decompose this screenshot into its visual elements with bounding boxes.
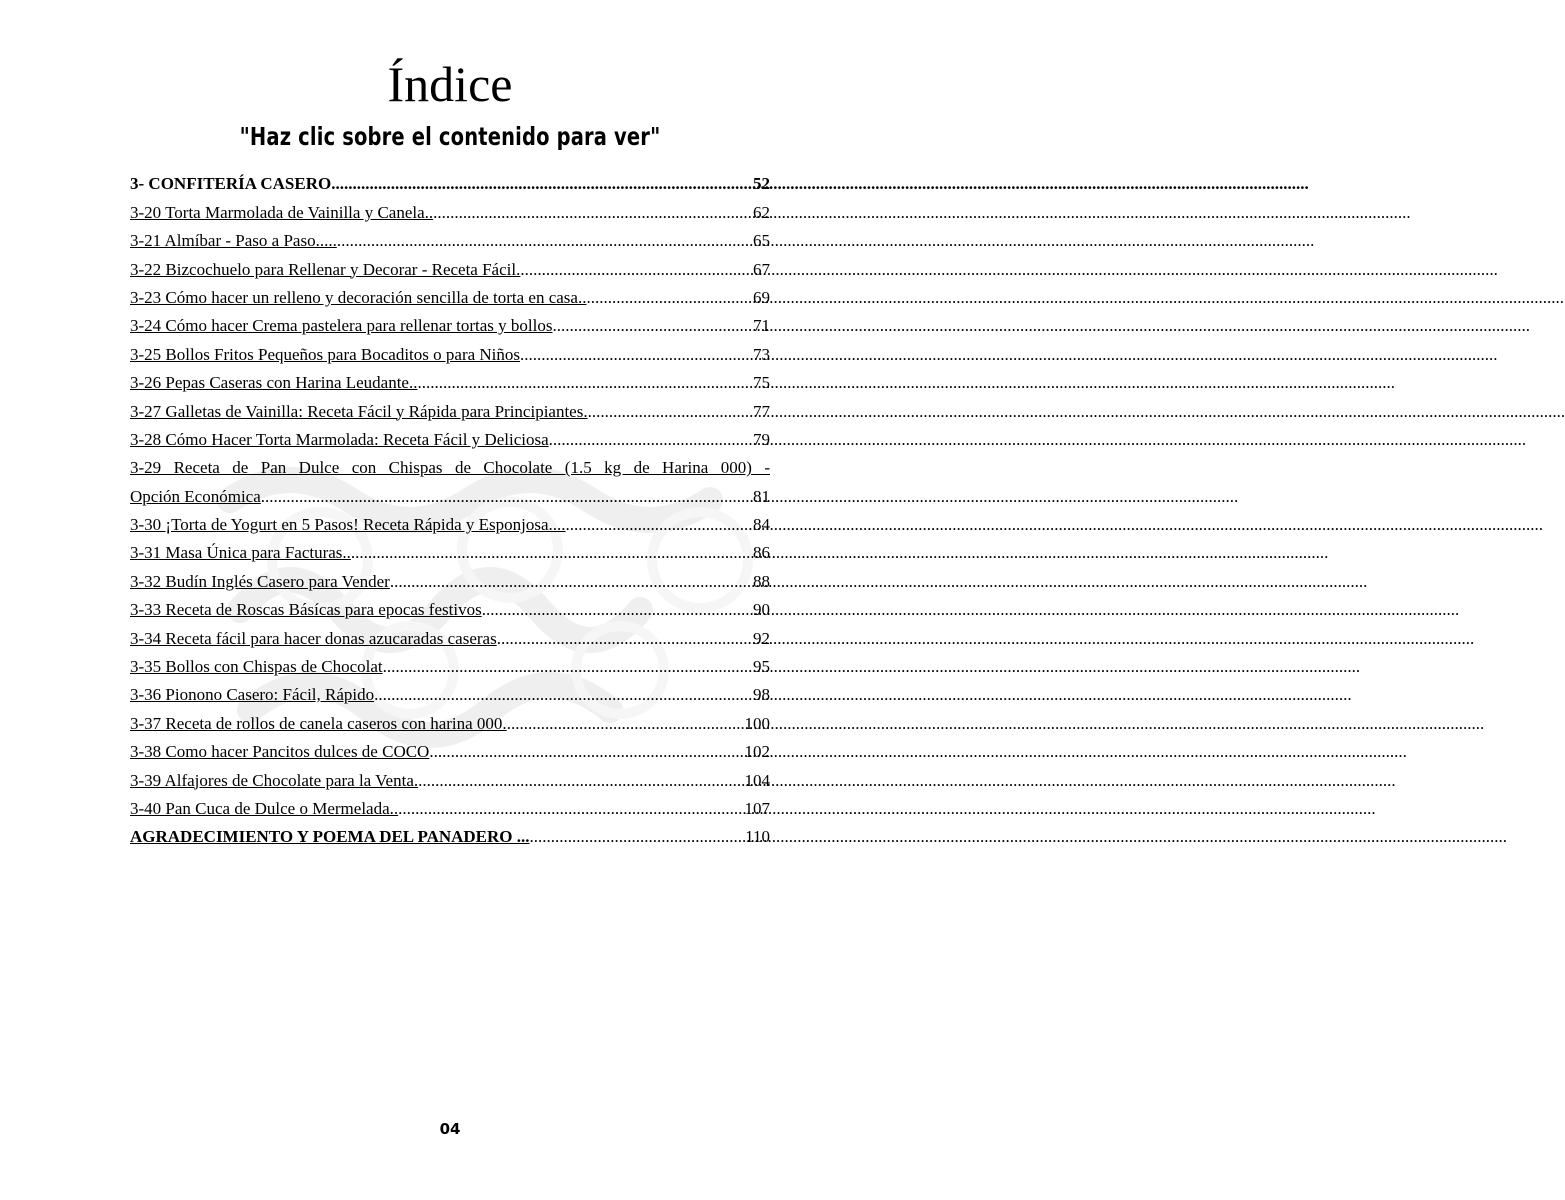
toc-page-number: 65 <box>753 231 770 251</box>
toc-entry-3-30[interactable] <box>130 507 770 535</box>
toc-page-number: 67 <box>753 259 770 279</box>
toc-entry-label: 3-31 Masa Única para Facturas.. <box>130 543 351 563</box>
dot-leader <box>433 203 753 223</box>
toc-entry-3-37[interactable] <box>130 705 770 733</box>
dot-leader <box>549 430 753 450</box>
dot-leader <box>482 600 753 620</box>
dot-leader <box>261 487 753 507</box>
toc-entry-label: AGRADECIMIENTO Y POEMA DEL PANADERO ... <box>130 827 530 847</box>
toc-entry-3-38[interactable] <box>130 734 770 762</box>
toc-entry-3-31[interactable] <box>130 535 770 563</box>
toc-page-number: 98 <box>753 685 770 705</box>
toc-entry-3-20[interactable] <box>130 194 770 222</box>
page-number: 04 <box>439 1120 461 1138</box>
toc-entry-label: 3-21 Almíbar - Paso a Paso..... <box>130 231 337 251</box>
toc-page-number: 69 <box>753 287 770 307</box>
toc-page-number: 102 <box>744 742 770 762</box>
toc-section-label: 3- CONFITERÍA CASERO <box>130 174 332 194</box>
toc-entry-label: 3-40 Pan Cuca de Dulce o Mermelada.. <box>130 798 399 818</box>
toc-entry-3-25[interactable] <box>130 336 770 364</box>
toc-page-number: 79 <box>753 429 770 449</box>
toc-entry-label: Opción Económica <box>130 486 261 506</box>
table-of-contents <box>130 166 770 847</box>
toc-entry-label: 3-38 Como hacer Pancitos dulces de COCO <box>130 742 430 762</box>
toc-page-number: 92 <box>753 628 770 648</box>
dot-leader <box>586 288 753 308</box>
dot-leader <box>507 714 745 734</box>
dot-leader <box>429 742 744 762</box>
toc-page-number: 88 <box>753 571 770 591</box>
toc-page-number: 107 <box>744 798 770 818</box>
toc-page-number: 52 <box>753 174 770 194</box>
toc-entry-3-28[interactable] <box>130 422 770 450</box>
toc-entry-3-33[interactable] <box>130 592 770 620</box>
dot-leader <box>351 543 753 563</box>
toc-entry-label: 3-36 Pionono Casero: Fácil, Rápido <box>130 685 375 705</box>
dot-leader <box>374 685 753 705</box>
dot-leader <box>566 515 753 535</box>
toc-entry-3-23[interactable] <box>130 280 770 308</box>
toc-entry-label: 3-28 Cómo Hacer Torta Marmolada: Receta Fácil y Deliciosa <box>130 429 549 449</box>
dot-leader <box>520 345 753 365</box>
toc-page-number: 73 <box>753 344 770 364</box>
toc-entry-label: 3-23 Cómo hacer un relleno y decoración sencilla de torta en casa.. <box>130 287 587 307</box>
toc-entry-agradecimiento[interactable] <box>130 819 770 847</box>
toc-section-confiteria[interactable] <box>130 166 770 194</box>
dot-leader <box>530 827 746 847</box>
toc-entry-3-36[interactable] <box>130 677 770 705</box>
toc-entry-3-32[interactable] <box>130 563 770 591</box>
toc-entry-3-27[interactable] <box>130 393 770 421</box>
page-title: Índice <box>387 56 513 112</box>
dot-leader <box>390 572 753 592</box>
toc-entry-label: 3-22 Bizcochuelo para Rellenar y Decorar - Receta Fácil. <box>130 259 521 279</box>
dot-leader <box>552 316 753 336</box>
dot-leader <box>418 771 744 791</box>
toc-entry-3-24[interactable] <box>130 308 770 336</box>
dot-leader <box>383 657 753 677</box>
toc-page-number: 75 <box>753 373 770 393</box>
toc-page-number: 71 <box>753 316 770 336</box>
toc-entry-3-35[interactable] <box>130 649 770 677</box>
toc-entry-label: 3-30 ¡Torta de Yogurt en 5 Pasos! Receta Rápida y Esponjosa.... <box>130 515 566 535</box>
toc-entry-3-29-line2[interactable] <box>130 478 770 506</box>
toc-entry-3-40[interactable] <box>130 791 770 819</box>
toc-entry-label: 3-35 Bollos con Chispas de Chocolat <box>130 657 383 677</box>
toc-entry-3-21[interactable] <box>130 223 770 251</box>
toc-page-number: 95 <box>753 657 770 677</box>
toc-entry-label: 3-33 Receta de Roscas Básícas para epocas festivos <box>130 600 482 620</box>
toc-entry-label: 3-27 Galletas de Vainilla: Receta Fácil y Rápida para Principiantes. <box>130 401 588 421</box>
toc-entry-label: 3-34 Receta fácil para hacer donas azucaradas caseras <box>130 628 497 648</box>
toc-entry-label: 3-26 Pepas Caseras con Harina Leudante.. <box>130 373 418 393</box>
toc-page-number: 90 <box>753 600 770 620</box>
dot-leader <box>497 629 753 649</box>
toc-page-number: 77 <box>753 401 770 421</box>
toc-entry-label: 3-37 Receta de rollos de canela caseros con harina 000. <box>130 713 507 733</box>
toc-entry-3-22[interactable] <box>130 251 770 279</box>
click-instruction-subtitle: "Haz clic sobre el contenido para ver" <box>239 122 661 151</box>
toc-entry-label: 3-32 Budín Inglés Casero para Vender <box>130 571 390 591</box>
toc-entry-3-29-line1[interactable] <box>130 450 770 478</box>
dot-leader <box>331 174 753 194</box>
dot-leader <box>417 373 753 393</box>
toc-page-number: 62 <box>753 202 770 222</box>
toc-page-number: 84 <box>753 515 770 535</box>
toc-page-number: 86 <box>753 543 770 563</box>
toc-entry-label: 3-20 Torta Marmolada de Vainilla y Canela.. <box>130 202 434 222</box>
dot-leader <box>588 402 753 422</box>
dot-leader <box>520 260 753 280</box>
toc-entry-3-34[interactable] <box>130 620 770 648</box>
toc-page-number: 81 <box>753 486 770 506</box>
toc-page-number: 100 <box>744 713 770 733</box>
toc-entry-label: 3-25 Bollos Fritos Pequeños para Bocaditos o para Niños <box>130 344 521 364</box>
dot-leader <box>398 799 744 819</box>
toc-entry-label: 3-24 Cómo hacer Crema pastelera para rellenar tortas y bollos <box>130 316 553 336</box>
toc-entry-3-26[interactable] <box>130 365 770 393</box>
dot-leader <box>337 231 753 251</box>
toc-page-number: 104 <box>744 770 770 790</box>
toc-entry-label: 3-29 Receta de Pan Dulce con Chispas de Chocolate (1.5 kg de Harina 000) - <box>130 458 770 478</box>
toc-page-number: 110 <box>745 827 770 847</box>
toc-entry-label: 3-39 Alfajores de Chocolate para la Venta. <box>130 770 419 790</box>
toc-entry-3-39[interactable] <box>130 762 770 790</box>
